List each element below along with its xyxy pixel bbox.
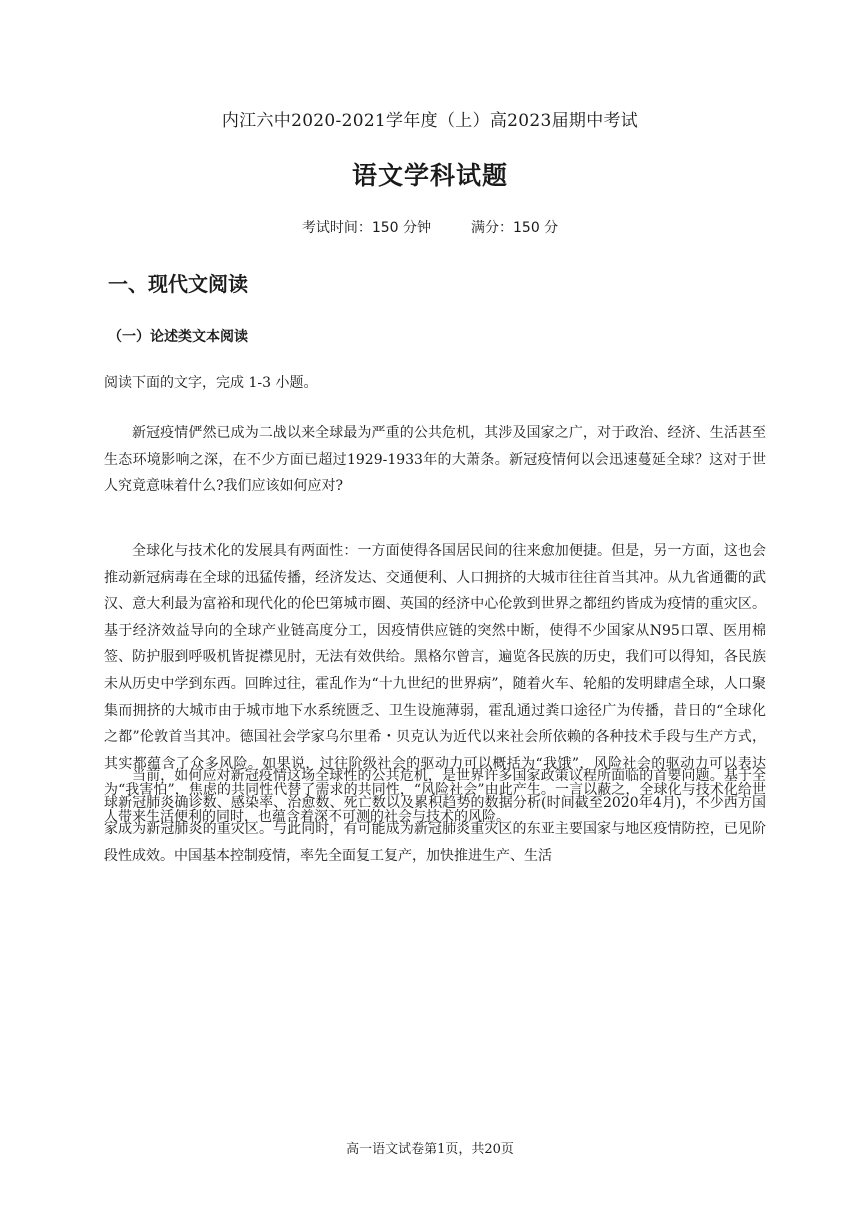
exam-time: 考试时间：150 分钟 xyxy=(301,220,431,236)
page-footer: 高一语文试卷第1页，共20页 xyxy=(346,1142,514,1157)
exam-info xyxy=(0,217,860,237)
reading-instruction: 阅读下面的文字，完成 1-3 小题。 xyxy=(104,375,318,391)
sub-heading: （一）论述类文本阅读 xyxy=(108,329,248,345)
passage-paragraph-2: 全球化与技术化的发展具有两面性：一方面使得各国居民间的往来愈加便捷。但是，另一方面，这也会推动新冠病毒在全球的迅猛传播，经济发达、交通便利、人口拥挤的大城市往往首当其冲。从九省通衢的武汉、意大利最为富裕和现代化的伦巴第城市圈、英国的经济中心伦敦到世界之都纽约皆成为疫情的重灾区。基于经济效益导向的全球产业链高度分工，因疫情供应链的突然中断，使得不少国家从N95口罩、医用棉签、防护服到呼吸机皆捉襟见肘，无法有效供给。黑格尔曾言，遍览各民族的历史，我们可以得知，各民族未从历史中学到东西。回眸过往，霍乱作为“十九世纪的世界病”，随着火车、轮船的发明肆虐全球，人口聚集而拥挤的大城市由于城市地下水系统匮乏、卫生设施薄弱，霍乱通过粪口途径广为传播，昔日的“全球化之都”伦敦首当其冲。德国社会学家乌尔里希・贝克认为近代以来社会所依赖的各种技术手段与生产方式，其实都蕴含了众多风险。如果说，过往阶级社会的驱动力可以概括为“我饿”，风险社会的驱动力可以表达为“我害怕”，焦虑的共同性代替了需求的共同性，“风险社会”由此产生。一言以蔽之，全球化与技术化给世人带来生活便利的同时，也蕴含着深不可测的社会与技术的风险。 xyxy=(104,543,766,825)
passage-paragraph-1: 新冠疫情俨然已成为二战以来全球最为严重的公共危机，其涉及国家之广，对于政治、经济、生活甚至生态环境影响之深，在不少方面已超过1929-1933年的大萧条。新冠疫情何以会迅速蔓延全球？这对于世人究竟意味着什么?我们应该如何应对? xyxy=(104,425,766,495)
full-score: 满分：150 分 xyxy=(471,220,559,236)
subject-title: 语文学科试题 xyxy=(351,161,508,190)
exam-title: 内江六中2020-2021学年度（上）高2023届期中考试 xyxy=(221,111,639,131)
section-heading: 一、现代文阅读 xyxy=(108,272,248,296)
passage-paragraph-3: 当前，如何应对新冠疫情这场全球性的公共危机，是世界许多国家政策议程所面临的首要问题。基于全球新冠肺炎确诊数、感染率、治愈数、死亡数以及累积趋势的数据分析(时间截至2020年4月)，不少西方国家成为新冠肺炎的重灾区。与此同时，有可能成为新冠肺炎重灾区的东亚主要国家与地区疫情防控，已见阶段性成效。中国基本控制疫情，率先全面复工复产，加快推进生产、生活 xyxy=(104,768,766,864)
